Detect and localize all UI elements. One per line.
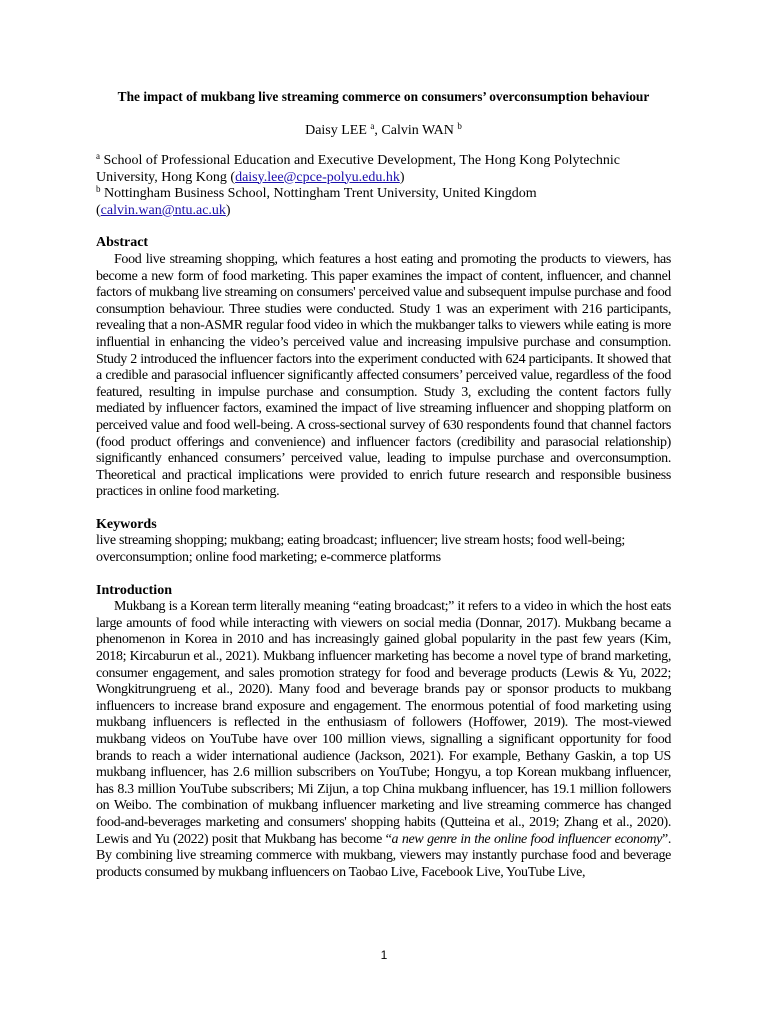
email-link[interactable]: calvin.wan@ntu.ac.uk — [100, 202, 226, 218]
affiliation-a — [96, 153, 671, 186]
author-line — [96, 122, 671, 139]
introduction-text-part: ”. By combining live streaming commerce with mukbang, viewers may instantly purchase food and beverage products consumed by mukbang influencers on Taobao Live, Facebook Live, YouTube Live, — [96, 831, 671, 880]
affiliation-mark: a — [96, 151, 100, 161]
author-name: Calvin WAN — [381, 123, 454, 138]
paper-title: The impact of mukbang live streaming commerce on consumers’ overconsumption behaviour — [117, 89, 650, 104]
affiliation-close: ) — [225, 202, 231, 218]
paper-page — [96, 88, 671, 881]
introduction-section — [96, 583, 671, 882]
author-name: Daisy LEE — [305, 123, 367, 138]
introduction-quote: a new genre in the online food influencer economy — [391, 831, 662, 847]
affiliation-close: ) — [399, 169, 405, 185]
abstract-heading: Abstract — [96, 235, 149, 251]
keywords-text: live streaming shopping; mukbang; eating broadcast; influencer; live stream hosts; food well-being; overconsumption; online food marketing; e-commerce platforms — [96, 533, 626, 566]
affiliation-text: Nottingham Business School, Nottingham Trent University, United Kingdom ( — [96, 186, 537, 218]
keywords-heading: Keywords — [96, 516, 157, 532]
author-affiliation-mark: b — [457, 121, 462, 131]
affiliation-text: School of Professional Education and Executive Development, The Hong Kong Polytechnic University, Hong Kong ( — [96, 153, 620, 185]
introduction-text — [96, 599, 671, 881]
affiliations — [96, 153, 671, 219]
email-link[interactable]: daisy.lee@cpce-polyu.edu.hk — [235, 169, 400, 185]
introduction-heading: Introduction — [96, 582, 172, 598]
page-number: 1 — [380, 948, 388, 962]
keywords-section — [96, 517, 671, 567]
author-affiliation-mark: a — [370, 121, 375, 131]
author-separator: , — [374, 123, 382, 138]
abstract-text: Food live streaming shopping, which features a host eating and promoting the products to viewers, has become a new form of food marketing. This paper examines the impact of content, influencer, and channel factors of mukbang live streaming on consumers' perceived value and subsequent impulse purchase and food consumption behaviour. Three studies were conducted. Study 1 was an experiment with 216 participants, revealing that a non-ASMR regular food video in which the mukbanger talks to viewers while eating is more influential in enhancing the video’s perceived value and increasing impulsive purchase and consumption. Study 2 introduced the influencer factors into the experiment conducted with 624 participants. It showed that a credible and parasocial influencer significantly affected consumers’ perceived value, regardless of the food featured, resulting in impulse purchase and consumption. Study 3, excluding the content factors fully mediated by influencer factors, examined the impact of live streaming influencer and shopping platform on perceived value and food well-being. A cross-sectional survey of 630 respondents found that channel factors (food product offerings and convenience) and influencer factors (credibility and parasocial relationship) significantly enhanced consumers’ perceived value, leading to impulse purchase and overconsumption. Theoretical and practical implications were provided to enrich future research and responsible business practices in online food marketing. — [96, 251, 671, 500]
abstract-section — [96, 235, 671, 501]
affiliation-mark: b — [96, 184, 101, 195]
affiliation-b — [96, 186, 671, 219]
introduction-text-part: Mukbang is a Korean term literally meaning “eating broadcast;” it refers to a video in which the host eats large amounts of food while interacting with viewers on social media (Donnar, 2017). Mukbang became a phenomenon in Korea in 2010 and has increasingly gained global popularity in the past few years (Kim, 2018; Kircaburun et al., 2021). Mukbang influencer marketing has become a novel type of brand marketing, consumer engagement, and sales promotion strategy for food and beverage products (Lewis & Yu, 2022; Wongkitrungrueng et al., 2020). Many food and beverage brands pay or sponsor products to mukbang influencers to increase brand exposure and engagement. The enormous potential of food marketing using mukbang influencers is reflected in the enthusiasm of followers (Hoffower, 2019). The most-viewed mukbang videos on YouTube have over 100 million views, signalling a significant opportunity for food brands to reach a wider international audience (Jackson, 2021). For example, Bethany Gaskin, a top US mukbang influencer, has 2.6 million subscribers on YouTube; Hongyu, a top Korean mukbang influencer, has 8.3 million YouTube subscribers; Mi Zijun, a top China mukbang influencer, has 19.1 million followers on Weibo. The combination of mukbang influencer marketing and live streaming commerce has changed food-and-beverages marketing and consumers' shopping habits (Qutteina et al., 2019; Zhang et al., 2020). Lewis and Yu (2022) posit that Mukbang has become “ — [96, 599, 671, 847]
